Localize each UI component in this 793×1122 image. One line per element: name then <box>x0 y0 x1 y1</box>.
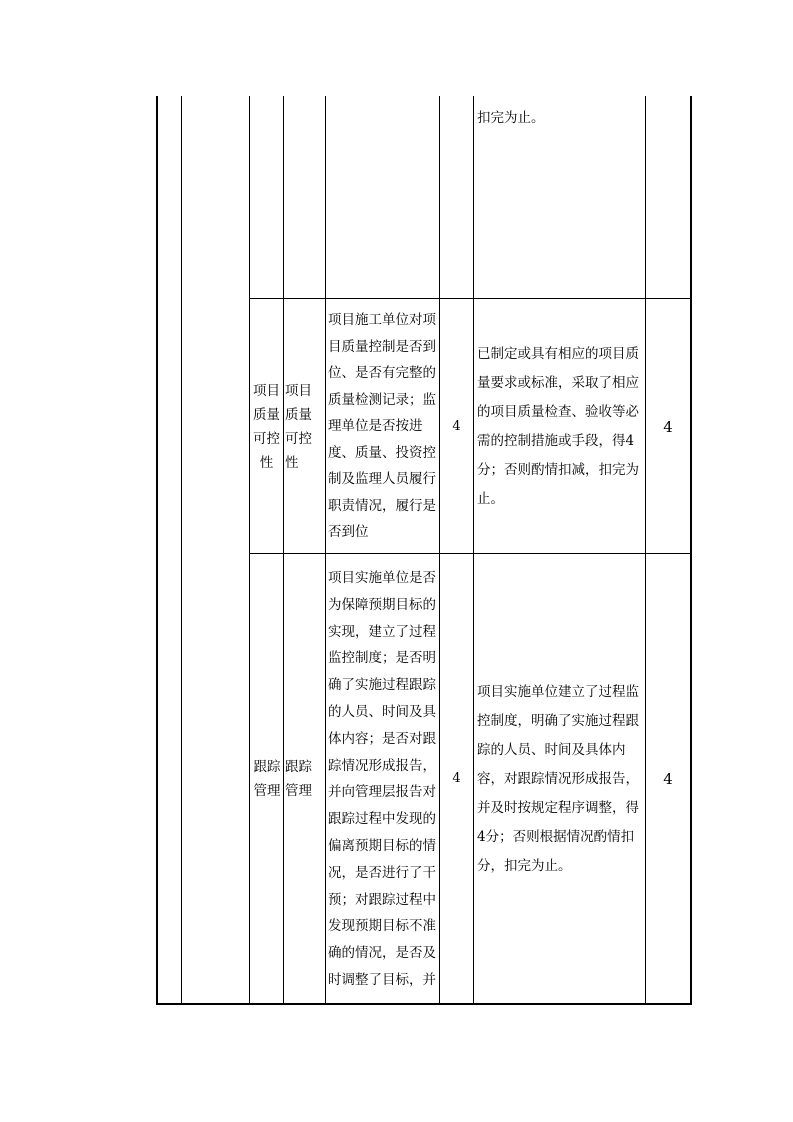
weight-cell <box>440 300 473 553</box>
weight-cell <box>440 555 473 1003</box>
column-divider <box>325 96 326 1004</box>
level3-indicator-cell <box>285 555 325 1003</box>
score-value: 4 <box>663 770 673 788</box>
level2-indicator-text: 跟踪管理 <box>253 759 281 799</box>
column-divider <box>283 96 284 1004</box>
table-border-right <box>690 96 692 1004</box>
scoring-text: 已制定或具有相应的项目质量要求或标准，采取了相应的项目质量检查、验收等必需的控制措施或手段，得4分；否则酌情扣减，扣完为止。 <box>477 345 639 507</box>
table-border-bottom <box>156 1003 692 1005</box>
level3-indicator-text: 跟踪管理 <box>285 759 312 799</box>
column-divider <box>181 96 182 1004</box>
criteria-text: 项目实施单位是否为保障预期目标的实现，建立了过程监控制度；是否明确了实施过程跟踪的人员、时间及具体内容；是否对跟踪情况形成报告，并向管理层报告对跟踪过程中发现的偏离预期目标的情况，是否进行了干预；对跟踪过程中发现预期目标不准确的情况，是否及时调整了目标，并 <box>328 570 436 988</box>
scoring-text: 扣完为止。 <box>477 110 545 126</box>
score-value: 4 <box>663 417 673 436</box>
criteria-cell <box>328 565 437 994</box>
level3-indicator-cell <box>285 300 325 553</box>
score-cell <box>646 555 690 1003</box>
column-divider <box>249 96 250 1004</box>
level3-indicator-text: 项目质量可控性 <box>285 382 312 471</box>
scoring-cell <box>477 300 645 553</box>
level2-indicator-text: 项目质量可控性 <box>253 382 280 471</box>
scoring-cell <box>477 555 643 1003</box>
criteria-cell <box>328 300 437 553</box>
row-divider <box>249 298 691 299</box>
scoring-text: 项目实施单位建立了过程监控制度，明确了实施过程跟踪的人员、时间及具体内容，对跟踪情况形成报告，并及时按规定程序调整，得4分；否则根据情况酌情扣分，扣完为止。 <box>477 683 639 874</box>
row-divider <box>249 553 691 554</box>
scoring-cell-continued <box>477 106 642 130</box>
score-cell <box>646 300 690 553</box>
weight-value: 4 <box>452 771 461 786</box>
level2-indicator-cell <box>251 555 283 1003</box>
table-border-left <box>156 96 158 1004</box>
criteria-text: 项目施工单位对项目质量控制是否到位、是否有完整的质量检测记录；监理单位是否按进度、质量、投资控制及监理人员履行职责情况，履行是否到位 <box>328 312 436 541</box>
level2-indicator-cell <box>251 300 282 553</box>
column-divider <box>473 96 474 1004</box>
weight-value: 4 <box>452 418 461 434</box>
